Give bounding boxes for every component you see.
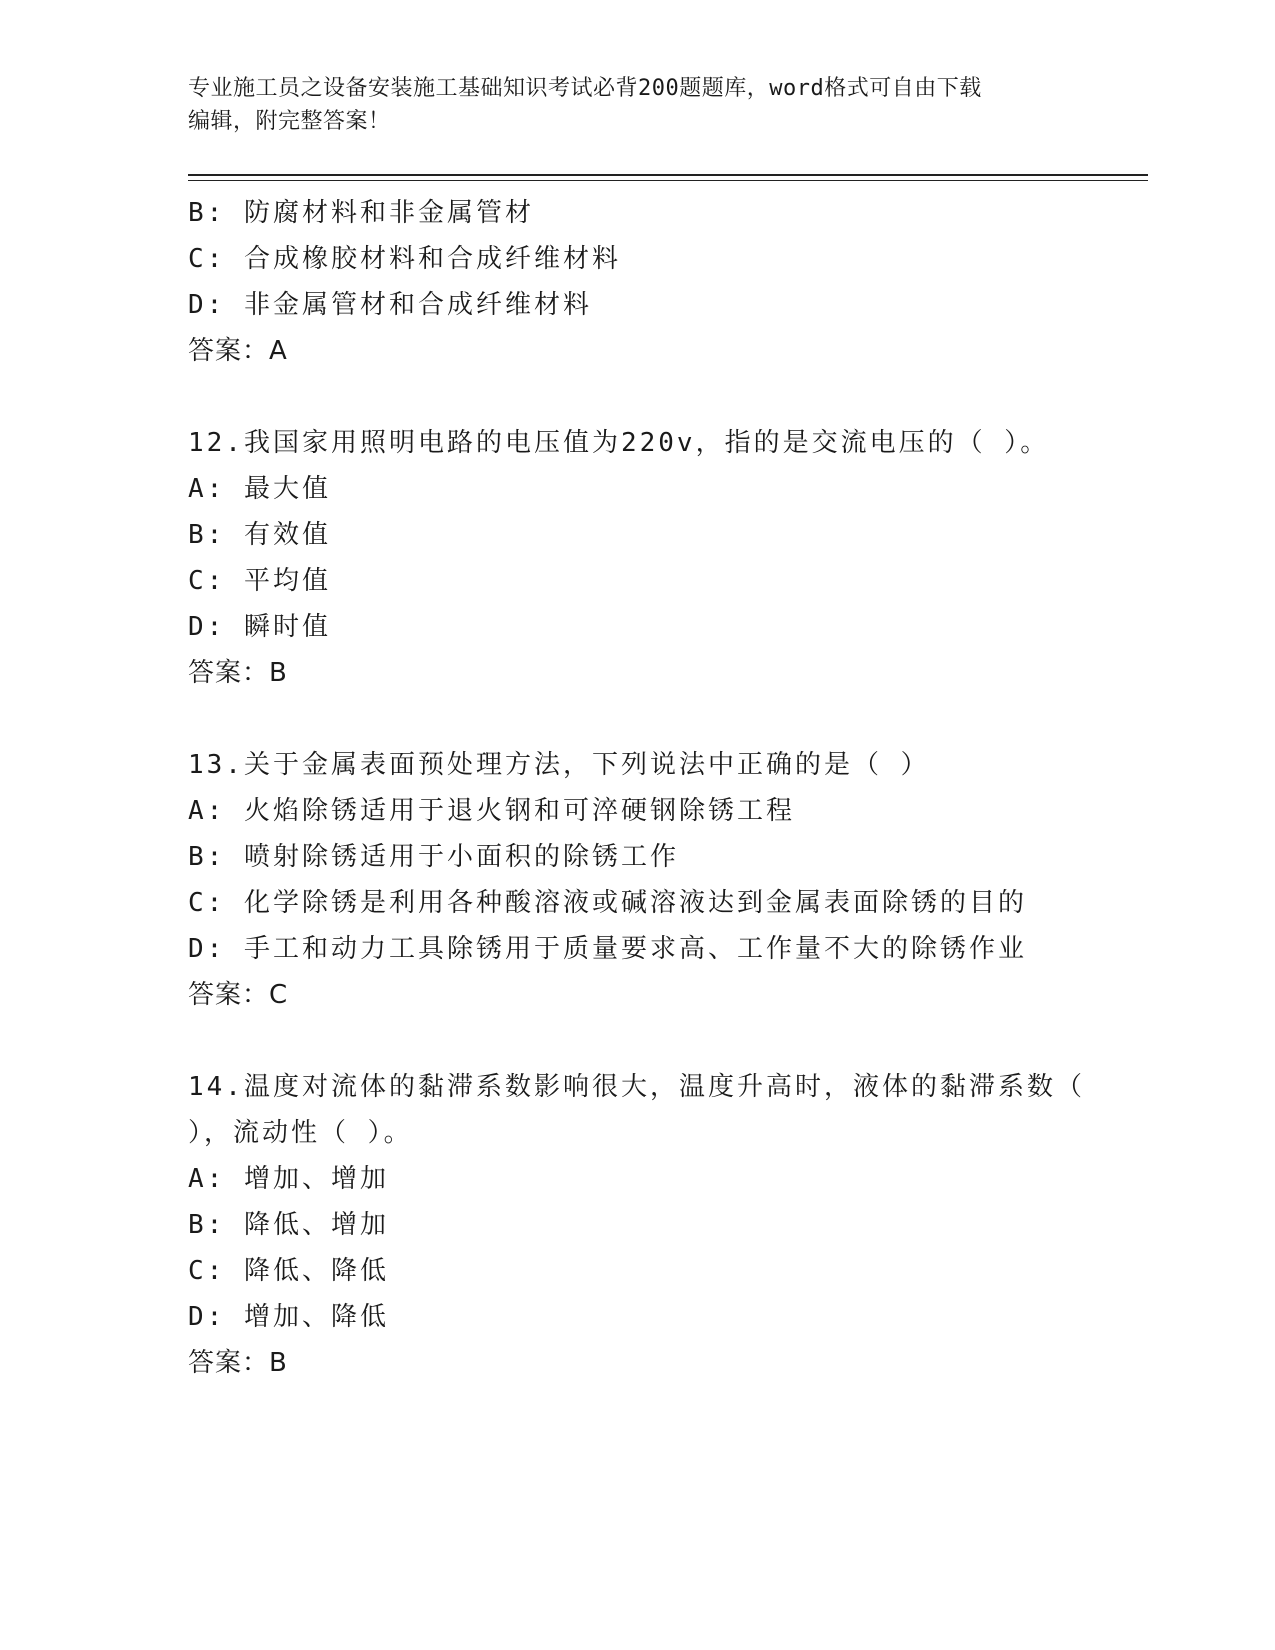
answer-line <box>188 972 1088 1018</box>
spacer <box>188 374 1088 420</box>
option-letter: C: <box>188 566 226 596</box>
option-text: 手工和动力工具除锈用于质量要求高、工作量不大的除锈作业 <box>243 934 1027 964</box>
question-stem <box>188 420 1088 466</box>
option-text: 增加、降低 <box>243 1302 389 1332</box>
option-letter: A: <box>188 796 226 826</box>
option-d <box>188 282 1088 328</box>
option-letter: D: <box>188 612 226 642</box>
option-letter: B: <box>188 198 226 228</box>
option-text: 非金属管材和合成纤维材料 <box>243 290 592 320</box>
question-text: 我国家用照明电路的电压值为220v，指的是交流电压的（ ）。 <box>243 428 1050 458</box>
answer-value: C <box>269 980 289 1010</box>
option-text: 合成橡胶材料和合成纤维材料 <box>243 244 621 274</box>
option-letter: A: <box>188 1164 226 1194</box>
question-number: 14. <box>188 1072 244 1102</box>
answer-line <box>188 328 1088 374</box>
option-text: 最大值 <box>243 474 331 504</box>
option-letter: B: <box>188 842 226 872</box>
answer-label: 答案： <box>188 658 270 688</box>
question-12 <box>188 420 1088 696</box>
answer-value: A <box>269 336 288 366</box>
option-text: 喷射除锈适用于小面积的除锈工作 <box>243 842 679 872</box>
answer-line <box>188 1340 1088 1386</box>
answer-line <box>188 650 1088 696</box>
option-text: 平均值 <box>243 566 331 596</box>
question-13 <box>188 742 1088 1018</box>
header-rule-thin <box>188 180 1148 181</box>
header-line-1: 专业施工员之设备安装施工基础知识考试必背200题题库，word格式可自由下载 <box>188 76 982 101</box>
header-rule-thick <box>188 174 1148 176</box>
spacer <box>188 1018 1088 1064</box>
option-letter: D: <box>188 934 226 964</box>
question-number: 12. <box>188 428 244 458</box>
option-d <box>188 604 1088 650</box>
option-c <box>188 1248 1088 1294</box>
header-line-2: 编辑，附完整答案！ <box>188 109 391 134</box>
option-text: 火焰除锈适用于退火钢和可淬硬钢除锈工程 <box>243 796 795 826</box>
option-text: 瞬时值 <box>243 612 331 642</box>
question-14 <box>188 1064 1088 1386</box>
question-text: 温度对流体的黏滞系数影响很大，温度升高时，液体的黏滞系数（ <box>243 1072 1085 1102</box>
option-letter: C: <box>188 888 226 918</box>
question-list <box>188 190 1088 1386</box>
answer-label: 答案： <box>188 980 270 1010</box>
option-b <box>188 834 1088 880</box>
question-stem-continued: ），流动性（ ）。 <box>188 1118 413 1148</box>
option-c <box>188 558 1088 604</box>
question-number: 13. <box>188 750 244 780</box>
question-stem <box>188 742 1088 788</box>
answer-value: B <box>269 658 288 688</box>
answer-label: 答案： <box>188 1348 270 1378</box>
document-header <box>188 72 1068 138</box>
option-a <box>188 466 1088 512</box>
option-d <box>188 1294 1088 1340</box>
question-continued <box>188 190 1088 374</box>
option-a <box>188 1156 1088 1202</box>
option-letter: A: <box>188 474 226 504</box>
option-b <box>188 1202 1088 1248</box>
option-text: 化学除锈是利用各种酸溶液或碱溶液达到金属表面除锈的目的 <box>243 888 1027 918</box>
question-text: 关于金属表面预处理方法，下列说法中正确的是（ ） <box>243 750 930 780</box>
option-text: 增加、增加 <box>243 1164 389 1194</box>
option-b <box>188 512 1088 558</box>
option-c <box>188 880 1088 926</box>
option-letter: C: <box>188 244 226 274</box>
option-d <box>188 926 1088 972</box>
spacer <box>188 696 1088 742</box>
option-c <box>188 236 1088 282</box>
option-letter: B: <box>188 520 226 550</box>
option-text: 降低、增加 <box>243 1210 389 1240</box>
answer-value: B <box>269 1348 288 1378</box>
option-letter: B: <box>188 1210 226 1240</box>
question-stem <box>188 1064 1088 1110</box>
option-b <box>188 190 1088 236</box>
answer-label: 答案： <box>188 336 270 366</box>
option-a <box>188 788 1088 834</box>
option-text: 防腐材料和非金属管材 <box>243 198 534 228</box>
option-letter: D: <box>188 1302 226 1332</box>
option-letter: D: <box>188 290 226 320</box>
option-text: 降低、降低 <box>243 1256 389 1286</box>
option-letter: C: <box>188 1256 226 1286</box>
option-text: 有效值 <box>243 520 331 550</box>
